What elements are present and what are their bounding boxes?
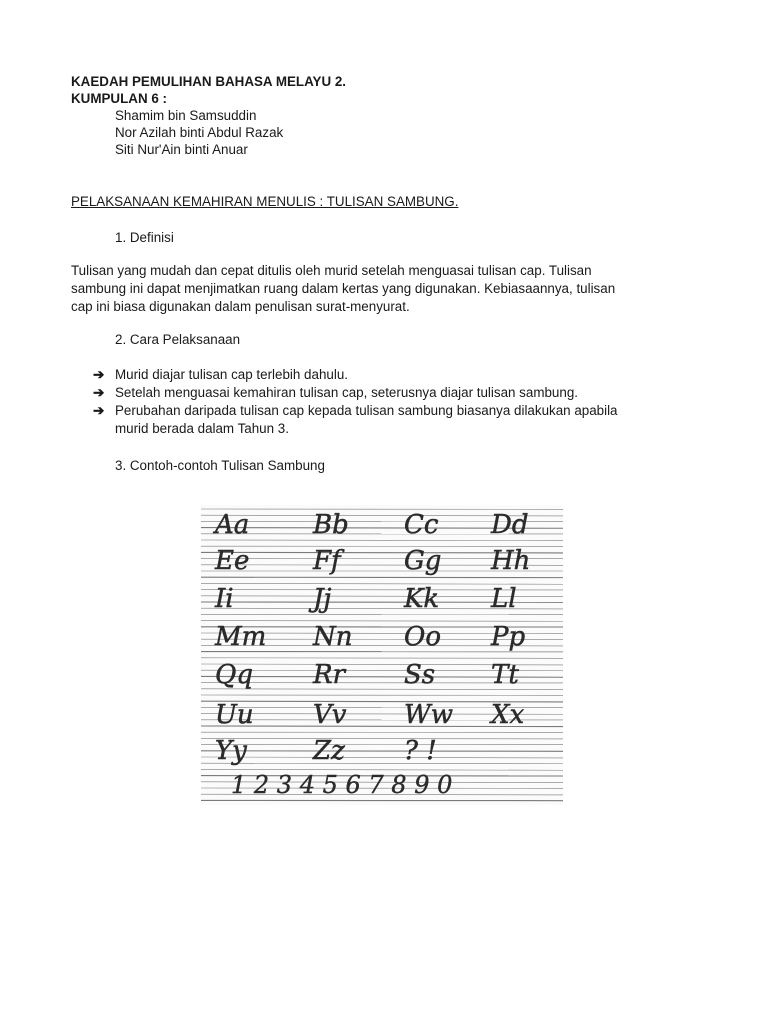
cursive-letter-pair: Dd xyxy=(491,510,529,540)
cursive-letter-pair: Xx xyxy=(491,700,525,730)
arrow-icon: ➔ xyxy=(93,367,105,382)
group-member: Siti Nur'Ain binti Anuar xyxy=(115,142,248,157)
cursive-letter-pair: Ss xyxy=(404,660,436,690)
cursive-digits: 1 2 3 4 5 6 7 8 9 0 xyxy=(231,771,453,799)
cursive-letter-pair: Yy xyxy=(215,736,247,766)
cursive-letter-pair: Cc xyxy=(404,510,439,540)
list-item-text: murid berada dalam Tahun 3. xyxy=(115,421,289,436)
cursive-letter-pair: Rr xyxy=(313,660,346,690)
cursive-letter-pair: Kk xyxy=(404,584,440,614)
cursive-letter-pair: Ii xyxy=(215,584,234,614)
cursive-letter-pair: Qq xyxy=(215,660,253,690)
list-item-text: Perubahan daripada tulisan cap kepada tulisan sambung biasanya dilakukan apabila xyxy=(115,403,618,418)
list-item-text: Setelah menguasai kemahiran tulisan cap, seterusnya diajar tulisan sambung. xyxy=(115,385,578,400)
definition-paragraph xyxy=(71,262,701,316)
cursive-sample-image xyxy=(201,505,563,805)
cursive-letter-pair: Ww xyxy=(404,700,453,730)
definition-heading: 1. Definisi xyxy=(115,230,174,245)
cursive-letter-pair: Mm xyxy=(215,622,267,652)
implementation-list xyxy=(93,366,713,438)
cursive-letter-pair: Hh xyxy=(491,546,531,576)
arrow-icon: ➔ xyxy=(93,385,105,400)
implementation-heading: 2. Cara Pelaksanaan xyxy=(115,332,241,347)
cursive-letter-pair: Nn xyxy=(313,622,353,652)
paragraph-line: Tulisan yang mudah dan cepat ditulis oleh murid setelah menguasai tulisan cap. Tulisan xyxy=(71,263,592,278)
group-label: KUMPULAN 6 : xyxy=(71,91,167,106)
cursive-letter-pair: Zz xyxy=(313,736,345,766)
paragraph-line: sambung ini dapat menjimatkan ruang dalam kertas yang digunakan. Kebiasaannya, tulisan xyxy=(71,281,616,296)
cursive-letter-pair: Gg xyxy=(404,546,442,576)
list-item xyxy=(93,384,713,402)
cursive-letter-pair: Bb xyxy=(313,510,349,540)
cursive-letter-pair: Aa xyxy=(215,510,250,540)
cursive-letter-pair: Jj xyxy=(313,584,332,614)
cursive-letter-pair: Ff xyxy=(313,546,341,576)
examples-heading: 3. Contoh-contoh Tulisan Sambung xyxy=(115,458,325,473)
cursive-letter-pair: Oo xyxy=(404,622,441,652)
cursive-letter-pair: Ee xyxy=(215,546,250,576)
section-title: PELAKSANAAN KEMAHIRAN MENULIS : TULISAN SAMBUNG. xyxy=(71,194,459,209)
group-member: Shamim bin Samsuddin xyxy=(115,108,257,123)
group-member: Nor Azilah binti Abdul Razak xyxy=(115,125,284,140)
cursive-letter-pair: Ll xyxy=(491,584,517,614)
list-item-text: Murid diajar tulisan cap terlebih dahulu. xyxy=(115,367,348,382)
list-item xyxy=(93,402,713,438)
paragraph-line: cap ini biasa digunakan dalam penulisan surat-menyurat. xyxy=(71,299,410,314)
cursive-letter-pair: ? ! xyxy=(404,736,437,766)
cursive-letter-pair: Uu xyxy=(215,700,254,730)
cursive-letter-pair: Pp xyxy=(491,622,526,652)
arrow-icon: ➔ xyxy=(93,403,105,418)
list-item xyxy=(93,366,713,384)
document-title: KAEDAH PEMULIHAN BAHASA MELAYU 2. xyxy=(71,74,347,89)
cursive-letter-pair: Vv xyxy=(313,700,347,730)
cursive-letter-pair: Tt xyxy=(491,660,519,690)
